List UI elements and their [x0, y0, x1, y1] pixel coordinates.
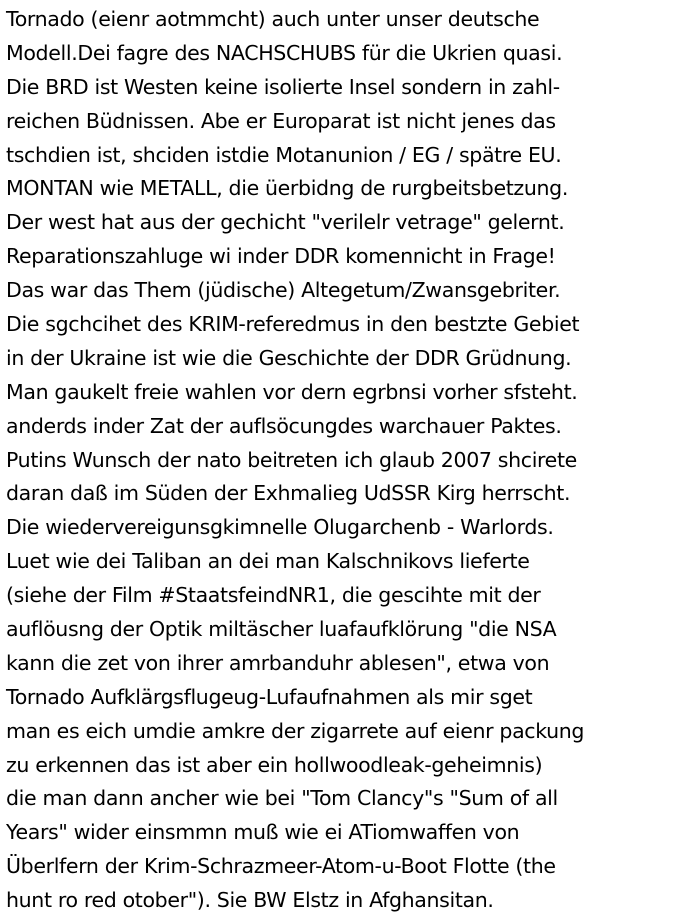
text-line: kann die zet von ihrer amrbanduhr ablesen", etwa von	[6, 650, 550, 675]
text-line: Der west hat aus der gechicht "verilelr vetrage" gelernt.	[6, 210, 565, 235]
text-line: Man gaukelt freie wahlen vor dern egrbnsi vorher sfsteht.	[6, 379, 578, 404]
text-line: daran daß im Süden der Exhmalieg UdSSR Kirg herrscht.	[6, 481, 571, 506]
text-line: in der Ukraine ist wie die Geschichte der DDR Grüdnung.	[6, 345, 572, 370]
text-line: Überlfern der Krim-Schrazmeer-Atom-u-Boot Flotte (the	[6, 854, 556, 879]
document-text	[6, 3, 682, 918]
text-line: Die sgchcihet des KRIM-referedmus in den bestzte Gebiet	[6, 312, 580, 337]
text-line: man es eich umdie amkre der zigarrete auf eienr packung	[6, 718, 585, 743]
text-line: Putins Wunsch der nato beitreten ich glaub 2007 shcirete	[6, 447, 577, 472]
text-line: die man dann ancher wie bei "Tom Clancy"s "Sum of all	[6, 786, 558, 811]
text-line: Years" wider einsmmn muß wie ei ATiomwaffen von	[6, 820, 520, 845]
text-line: Modell.Dei fagre des NACHSCHUBS für die Ukrien quasi.	[6, 40, 563, 65]
text-line: Luet wie dei Taliban an dei man Kalschnikovs lieferte	[6, 549, 530, 574]
text-line: Die BRD ist Westen keine isolierte Insel sondern in zahl-	[6, 74, 560, 99]
text-line: Tornado Aufklärgsflugeug-Lufaufnahmen als mir sget	[6, 684, 533, 709]
text-line: reichen Büdnissen. Abe er Europarat ist nicht jenes das	[6, 108, 556, 133]
text-line: anderds inder Zat der auflsöcungdes warchauer Paktes.	[6, 413, 562, 438]
text-line: Tornado (eienr aotmmcht) auch unter unser deutsche	[6, 7, 540, 31]
text-line: zu erkennen das ist aber ein hollwoodleak-geheimnis)	[6, 752, 543, 777]
text-line: Reparationszahluge wi inder DDR komennicht in Frage!	[6, 244, 556, 269]
text-line: (siehe der Film #StaatsfeindNR1, die gescihte mit der	[6, 583, 541, 608]
text-line: hunt ro red otober"). Sie BW Elstz in Afghansitan.	[6, 888, 494, 913]
text-line: auflöusng der Optik miltäscher luafaufklörung "die NSA	[6, 617, 557, 642]
text-line: Die wiedervereigunsgkimnelle Olugarchenb - Warlords.	[6, 515, 554, 540]
text-line: Das war das Them (jüdische) Altegetum/Zwansgebriter.	[6, 278, 561, 303]
text-line: tschdien ist, shciden istdie Motanunion / EG / spätre EU.	[6, 142, 562, 167]
text-line: MONTAN wie METALL, die üerbidng de rurgbeitsbetzung.	[6, 176, 568, 201]
